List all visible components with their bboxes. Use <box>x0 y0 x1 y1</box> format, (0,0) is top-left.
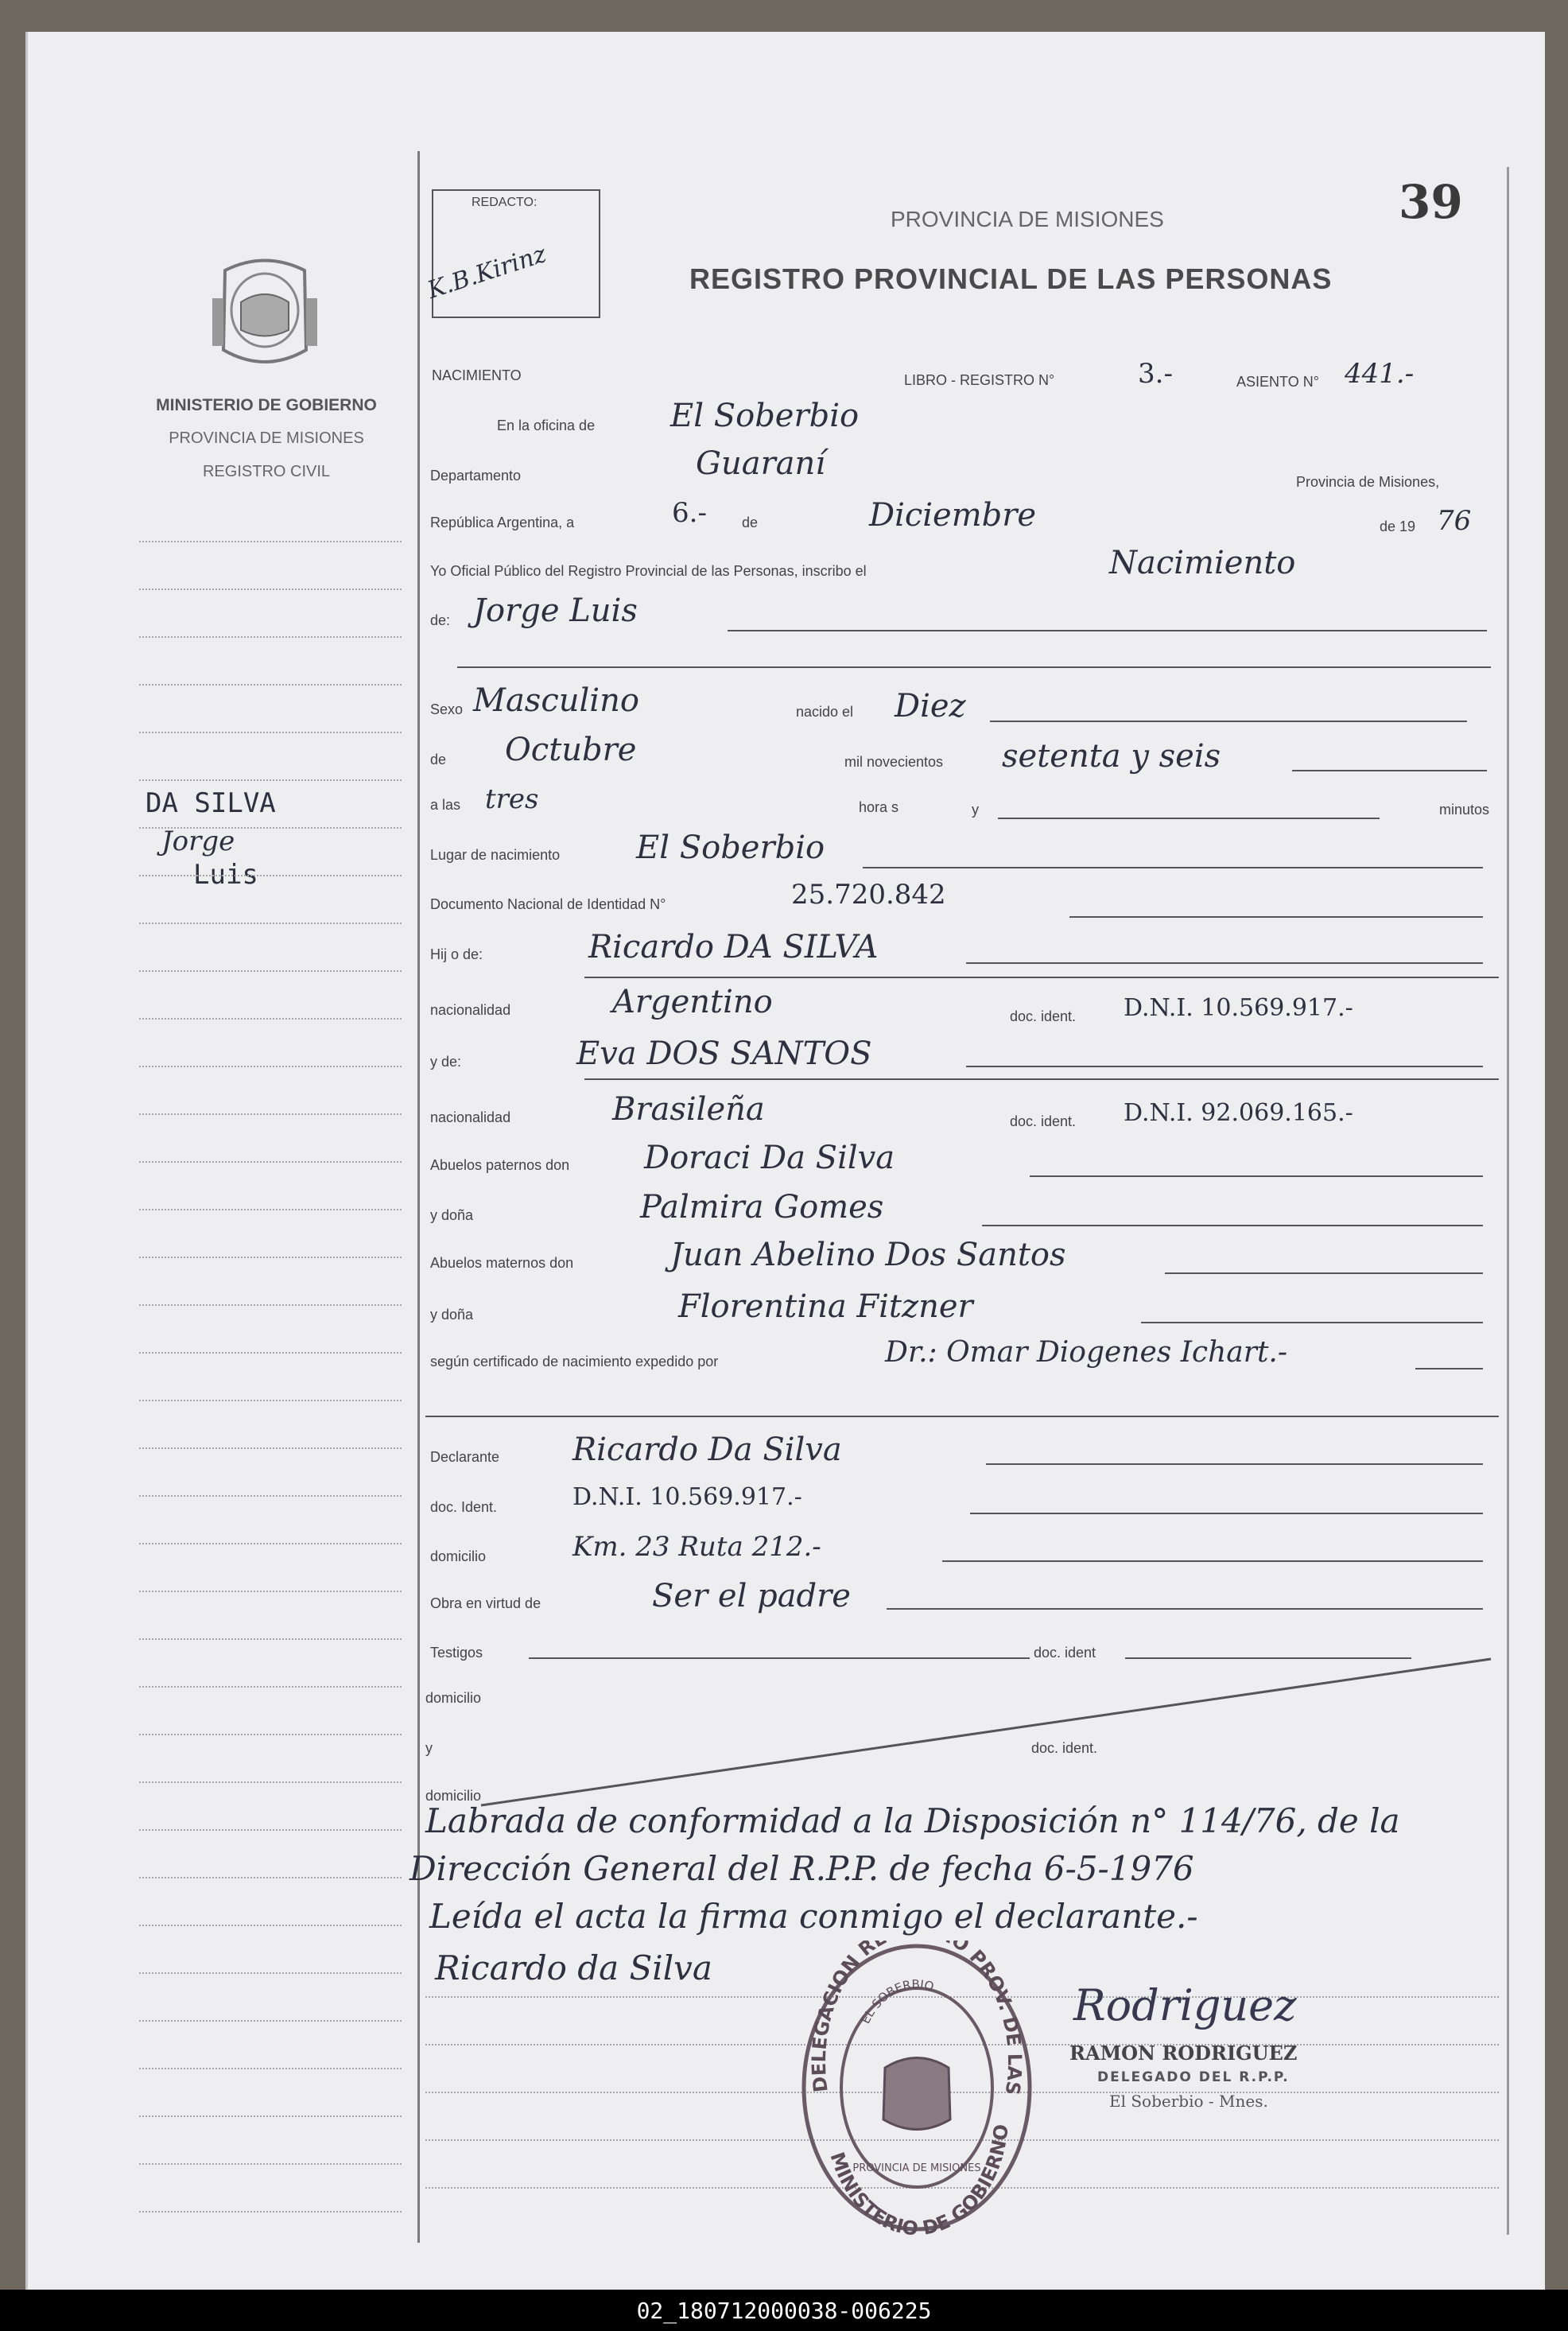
margin-dotted-line <box>139 2068 402 2069</box>
testigos-doc2-label: doc. ident. <box>1031 1740 1098 1756</box>
nac-label-padre: nacionalidad <box>430 1002 511 1018</box>
official-place: El Soberbio - Mnes. <box>1109 2092 1268 2111</box>
certificado-value: Dr.: Omar Diogenes Ichart.- <box>885 1336 1288 1369</box>
rule-line <box>1141 1322 1483 1323</box>
right-border-line <box>1507 167 1509 2235</box>
madre-value: Eva DOS SANTOS <box>576 1035 872 1072</box>
image-id-label: 02_180712000038-006225 <box>0 2290 1568 2331</box>
padre-value: Ricardo DA SILVA <box>588 929 879 965</box>
nac-label-madre: nacionalidad <box>430 1109 511 1125</box>
rule-line <box>863 867 1483 868</box>
margin-dotted-line <box>139 684 402 686</box>
margin-note-second: Luis <box>193 859 258 891</box>
margin-dotted-line <box>139 2211 402 2213</box>
anio-prefix: de 19 <box>1380 519 1416 534</box>
rule-line <box>728 630 1487 631</box>
acto-value: Nacimiento <box>1109 545 1296 581</box>
alas-label: a las <box>430 797 461 813</box>
yde-label: y de: <box>430 1054 462 1070</box>
stamp-bottom-text: MINISTERIO DE GOBIERNO <box>825 2123 1013 2235</box>
sexo-value: Masculino <box>473 682 639 719</box>
nacimiento-label: NACIMIENTO <box>432 367 522 383</box>
margin-dotted-line <box>139 1972 402 1974</box>
abuelo-mat-value: Juan Abelino Dos Santos <box>670 1237 1066 1273</box>
redacto-signature: K.B.Kirinz <box>424 239 550 305</box>
testigos-label: Testigos <box>430 1645 483 1661</box>
margin-dotted-line <box>139 1066 402 1067</box>
alas-value: tres <box>485 783 539 815</box>
departamento-label: Departamento <box>430 468 522 484</box>
margin-dotted-line <box>139 875 402 876</box>
asiento-label: ASIENTO N° <box>1236 374 1319 390</box>
margin-dotted-line <box>139 1543 402 1544</box>
cancel-stroke <box>473 1654 1499 1813</box>
document-page <box>25 32 1545 2290</box>
margin-dotted-line <box>139 923 402 924</box>
dia-value: 6.- <box>672 497 707 529</box>
domicilio-label: domicilio <box>430 1548 487 1564</box>
province-title: PROVINCIA DE MISIONES <box>891 207 1164 231</box>
republica-label: República Argentina, a <box>430 515 575 530</box>
margin-dotted-line <box>139 1734 402 1735</box>
margin-dotted-line <box>139 1161 402 1163</box>
margin-dotted-line <box>139 732 402 733</box>
hijo-label: Hij o de: <box>430 946 483 962</box>
rule-line <box>1030 1175 1483 1177</box>
official-stamp <box>798 1941 1036 2235</box>
rule-line <box>966 1066 1483 1067</box>
margin-dotted-line <box>139 827 402 829</box>
svg-text:EL SOBERBIO <box>858 1977 935 2026</box>
madre-nac-value: Brasileña <box>612 1091 765 1128</box>
domicilio-value: Km. 23 Ruta 212.- <box>572 1531 821 1563</box>
rule-line <box>584 977 1499 978</box>
oficial-label: Yo Oficial Público del Registro Provincial de las Personas, inscribo el <box>430 563 867 579</box>
rule-line <box>990 721 1467 722</box>
libro-value: 3.- <box>1138 358 1173 390</box>
note-line-3: Leída el acta la firma conmigo el declarante.- <box>429 1897 1198 1936</box>
margin-note-first: Jorge <box>161 826 235 857</box>
lugar-value: El Soberbio <box>636 829 825 866</box>
mil-value: setenta y seis <box>1002 738 1221 775</box>
obra-value: Ser el padre <box>652 1578 851 1614</box>
declarante-label: Declarante <box>430 1449 500 1465</box>
margin-dotted-line <box>139 1400 402 1401</box>
lugar-label: Lugar de nacimiento <box>430 847 561 863</box>
stamp-outer-text: DELEGACION R O PROV. DE LAS <box>807 1941 1027 2097</box>
rule-line <box>1069 916 1483 918</box>
obra-label: Obra en virtud de <box>430 1595 541 1611</box>
declarante-value: Ricardo Da Silva <box>572 1432 842 1468</box>
de2-label: de <box>430 752 447 767</box>
abuelos-mat-label: Abuelos maternos don <box>430 1255 574 1271</box>
testigos-y-label: y <box>425 1740 433 1756</box>
margin-dotted-line <box>139 1638 402 1640</box>
rule-line <box>1292 770 1487 771</box>
nacido-label: nacido el <box>796 704 854 720</box>
rule-line <box>584 1078 1499 1080</box>
certificado-label: según certificado de nacimiento expedido por <box>430 1354 719 1369</box>
rule-line <box>986 1463 1483 1465</box>
official-title: DELEGADO DEL R.P.P. <box>1097 2069 1290 2085</box>
margin-dotted-line <box>139 1877 402 1878</box>
anio-value: 76 <box>1437 505 1472 537</box>
y-dona-label-mat: y doña <box>430 1307 474 1323</box>
margin-dotted-line <box>139 2163 402 2165</box>
ministry-seal <box>209 254 320 374</box>
hora-label: hora s <box>859 799 899 815</box>
note-line-2: Dirección General del R.P.P. de fecha 6-5-1976 <box>409 1849 1194 1888</box>
margin-dotted-line <box>139 1257 402 1258</box>
abuela-mat-value: Florentina Fitzner <box>678 1288 973 1325</box>
abuelo-pat-value: Doraci Da Silva <box>644 1140 895 1176</box>
margin-note-surname: DA SILVA <box>146 787 276 819</box>
margin-dotted-line <box>139 1113 402 1115</box>
mes-nac-value: Octubre <box>505 732 637 768</box>
stamp-inner-bottom: PROVINCIA DE MISIONES <box>852 2162 981 2174</box>
y-dona-label-pat: y doña <box>430 1207 474 1223</box>
official-name: RAMON RODRIGUEZ <box>1069 2042 1298 2065</box>
margin-dotted-line <box>139 2020 402 2022</box>
margin-dotted-line <box>139 1829 402 1831</box>
testigos-domicilio-label: domicilio <box>425 1690 482 1706</box>
padre-doc-label: doc. ident. <box>1010 1008 1077 1024</box>
oficina-label: En la oficina de <box>497 418 596 433</box>
left-province: PROVINCIA DE MISIONES <box>169 429 364 447</box>
asiento-value: 441.- <box>1345 358 1415 390</box>
rule-line <box>1165 1272 1483 1274</box>
nacido-value: Diez <box>895 688 966 725</box>
stamp-inner-text: EL SOBERBIO <box>858 1976 936 2026</box>
abuelos-pat-label: Abuelos paternos don <box>430 1157 570 1173</box>
padre-nac-value: Argentino <box>612 984 773 1020</box>
declarante-doc-value: D.N.I. 10.569.917.- <box>572 1483 802 1511</box>
dni-value: 25.720.842 <box>791 879 946 911</box>
page-number: 39 <box>1399 175 1463 229</box>
margin-dotted-line <box>139 779 402 781</box>
declarante-signature: Ricardo da Silva <box>435 1948 712 1987</box>
note-line-1: Labrada de conformidad a la Disposición n° 114/76, de la <box>425 1801 1400 1840</box>
margin-dotted-line <box>139 1781 402 1783</box>
doc-ident2-label: doc. Ident. <box>430 1499 498 1515</box>
y-label: y <box>972 802 979 818</box>
rule-line <box>982 1225 1483 1226</box>
oficina-value: El Soberbio <box>670 398 860 434</box>
ministry-name: MINISTERIO DE GOBIERNO <box>156 396 377 414</box>
margin-dotted-line <box>139 1352 402 1354</box>
testigos-domicilio2-label: domicilio <box>425 1788 482 1804</box>
mes-value: Diciembre <box>869 497 1037 534</box>
departamento-value: Guaraní <box>696 445 826 482</box>
rule-line <box>998 818 1380 819</box>
margin-dotted-line <box>139 1925 402 1926</box>
padre-doc-value: D.N.I. 10.569.917.- <box>1124 994 1353 1022</box>
redacto-label: REDACTO: <box>472 196 538 209</box>
rule-line <box>970 1513 1483 1514</box>
madre-doc-label: doc. ident. <box>1010 1113 1077 1129</box>
sexo-label: Sexo <box>430 701 464 717</box>
margin-dotted-line <box>139 1686 402 1688</box>
registry-title: REGISTRO PROVINCIAL DE LAS PERSONAS <box>689 262 1333 295</box>
rule-line <box>1415 1368 1483 1369</box>
rule-line <box>942 1560 1483 1562</box>
margin-dotted-line <box>139 541 402 542</box>
minutos-label: minutos <box>1439 802 1490 818</box>
dni-label: Documento Nacional de Identidad N° <box>430 896 666 912</box>
mil-label: mil novecientos <box>844 754 944 770</box>
left-border-line <box>417 151 420 2243</box>
margin-dotted-line <box>139 589 402 590</box>
libro-label: LIBRO - REGISTRO N° <box>904 372 1055 388</box>
margin-dotted-line <box>139 1495 402 1497</box>
margin-dotted-line <box>139 1591 402 1592</box>
nombre-value: Jorge Luis <box>473 592 638 629</box>
margin-dotted-line <box>139 1209 402 1210</box>
margin-dotted-line <box>139 2115 402 2117</box>
rule-line <box>425 1416 1499 1417</box>
left-registry: REGISTRO CIVIL <box>202 463 331 480</box>
de-nombre-label: de: <box>430 612 451 628</box>
margin-dotted-line <box>139 1018 402 1020</box>
rule-line <box>457 666 1491 668</box>
testigos-doc-label: doc. ident <box>1034 1645 1096 1661</box>
abuela-pat-value: Palmira Gomes <box>640 1189 884 1226</box>
provincia-label: Provincia de Misiones, <box>1296 474 1440 490</box>
margin-dotted-line <box>139 1304 402 1306</box>
de-label: de <box>742 515 759 530</box>
madre-doc-value: D.N.I. 92.069.165.- <box>1124 1099 1353 1127</box>
redacto-box <box>424 189 600 318</box>
rule-line <box>887 1608 1483 1610</box>
official-signature: Rodriguez <box>1073 1980 1297 2030</box>
margin-dotted-line <box>139 636 402 638</box>
margin-dotted-line <box>139 970 402 972</box>
rule-line <box>966 962 1483 964</box>
margin-dotted-line <box>139 1447 402 1449</box>
